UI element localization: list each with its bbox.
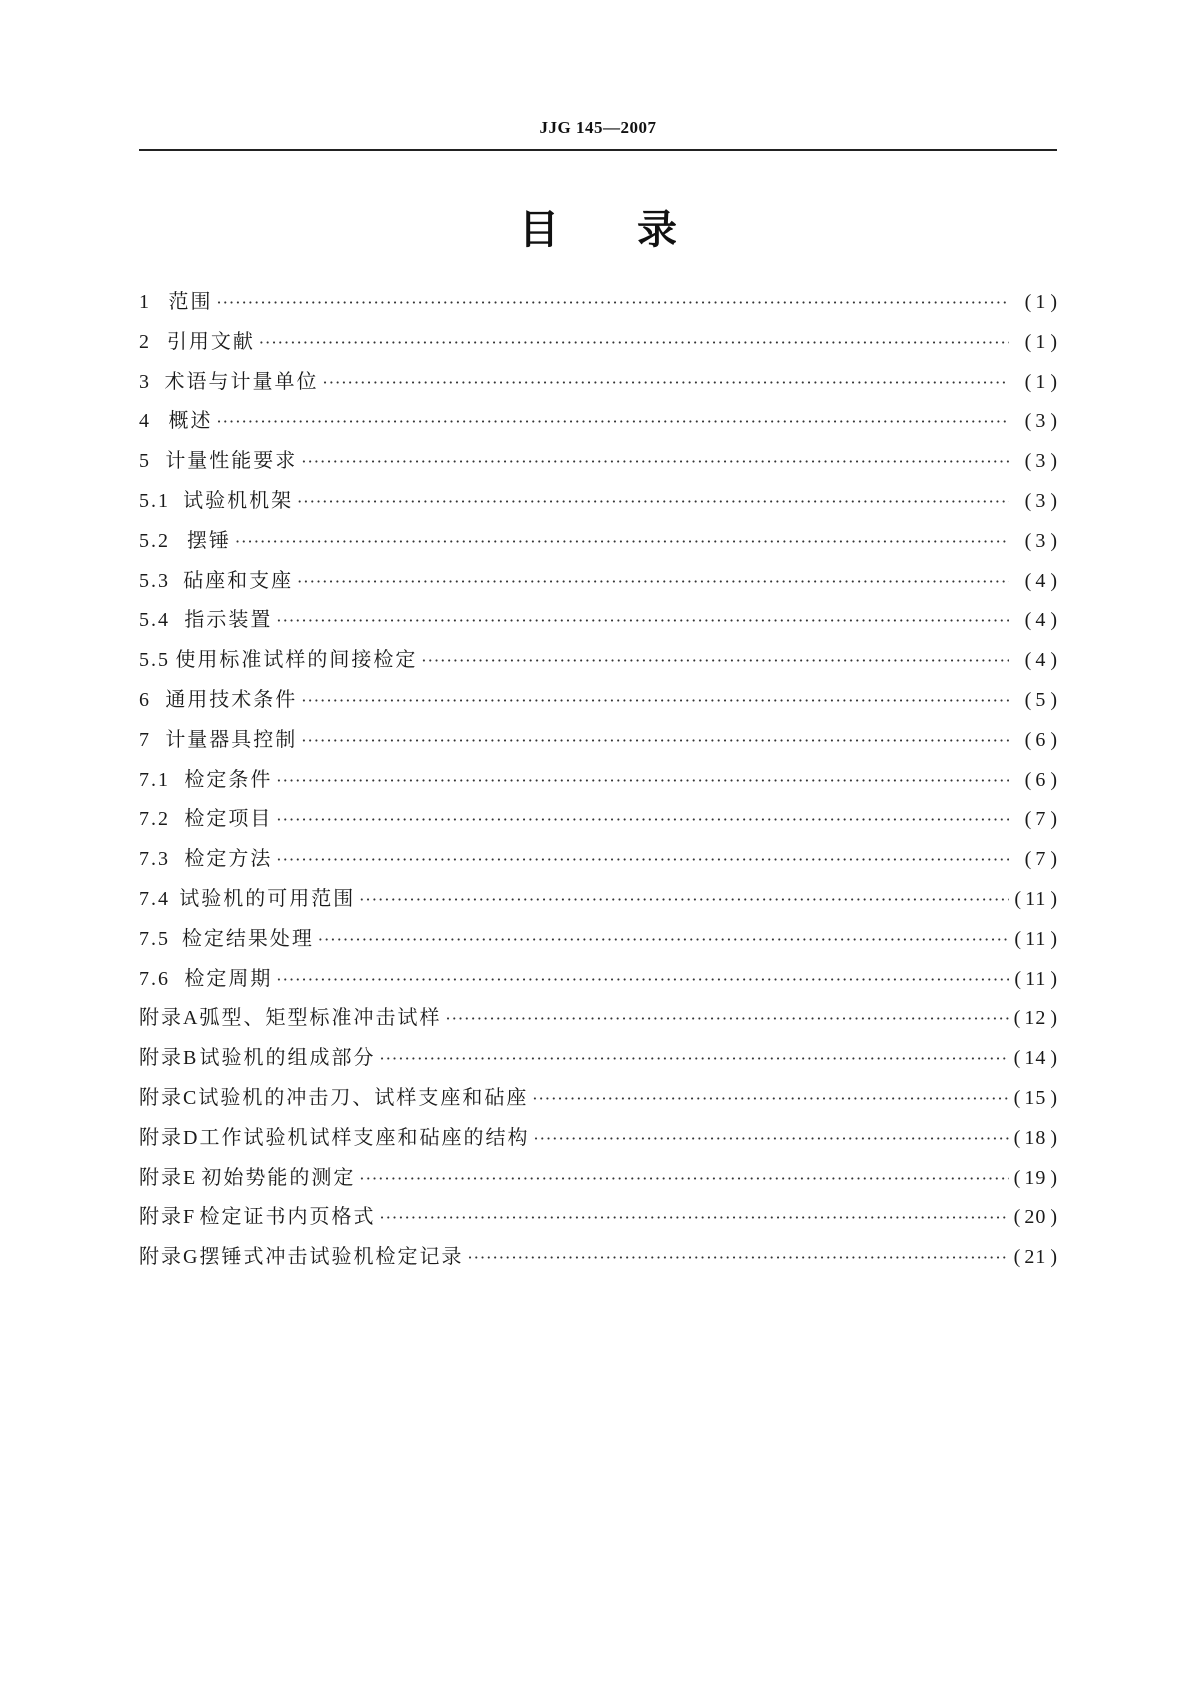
- toc-entry-number: 5: [139, 450, 151, 473]
- page-number: 5: [1035, 688, 1047, 711]
- dot-leader: [379, 1208, 1009, 1227]
- close-paren: ): [1050, 450, 1057, 473]
- toc-entry-number: 7.5: [139, 927, 170, 950]
- open-paren: (: [1024, 489, 1032, 512]
- toc-entry-title: 检定结果处理: [181, 925, 314, 950]
- dot-leader: [301, 731, 1009, 750]
- page-number: 20: [1024, 1206, 1047, 1229]
- toc-entry[interactable]: [139, 365, 1057, 405]
- toc-entry-title: 检定项目: [184, 806, 273, 831]
- toc-entry[interactable]: [139, 285, 1057, 325]
- toc-entry-title: 使用标准试样的间接检定: [175, 647, 418, 672]
- toc-entry-number: 5.2: [139, 529, 170, 552]
- dot-leader: [379, 1049, 1009, 1068]
- toc-entry-number: 附录G: [139, 1246, 200, 1269]
- page-number: 3: [1035, 410, 1047, 433]
- toc-entry-page: [1013, 1007, 1057, 1030]
- page-number: 12: [1024, 1007, 1047, 1030]
- close-paren: ): [1050, 569, 1057, 592]
- open-paren: (: [1013, 1166, 1021, 1189]
- toc-entry[interactable]: [139, 1081, 1057, 1121]
- open-paren: (: [1024, 370, 1032, 393]
- close-paren: ): [1050, 1166, 1057, 1189]
- page-number: 6: [1035, 728, 1047, 751]
- dot-leader: [532, 1089, 1009, 1108]
- dot-leader: [276, 810, 1009, 829]
- dot-leader: [318, 930, 1009, 949]
- toc-entry[interactable]: [139, 802, 1057, 842]
- page-number: 1: [1035, 291, 1047, 313]
- close-paren: ): [1050, 967, 1057, 990]
- page-number: 11: [1025, 927, 1047, 950]
- toc-entry[interactable]: [139, 603, 1057, 643]
- toc-entry-number: 附录B: [139, 1047, 199, 1070]
- open-paren: (: [1013, 1206, 1021, 1229]
- toc-entry-page: [1013, 968, 1057, 991]
- toc-entry-number: 3: [139, 370, 151, 393]
- table-of-contents: [139, 285, 1057, 1280]
- page-number: 3: [1035, 489, 1047, 512]
- close-paren: ): [1050, 1206, 1057, 1229]
- close-paren: ): [1050, 927, 1057, 950]
- toc-entry[interactable]: [139, 842, 1057, 882]
- toc-entry[interactable]: [139, 1121, 1057, 1161]
- toc-entry[interactable]: [139, 962, 1057, 1002]
- toc-entry-page: [1013, 609, 1057, 632]
- open-paren: (: [1024, 688, 1032, 711]
- dot-leader: [359, 1169, 1009, 1188]
- close-paren: ): [1050, 370, 1057, 393]
- page-number: 19: [1024, 1166, 1047, 1189]
- toc-entry-title: 试验机的可用范围: [179, 885, 356, 910]
- toc-entry-number: 7.6: [139, 967, 170, 990]
- toc-entry-number: 7: [139, 728, 151, 751]
- close-paren: ): [1050, 330, 1057, 353]
- dot-leader: [276, 970, 1009, 989]
- close-paren: ): [1050, 688, 1057, 711]
- page-number: 6: [1035, 768, 1047, 791]
- open-paren: (: [1013, 1047, 1021, 1070]
- toc-entry-title: 术语与计量单位: [164, 368, 319, 393]
- page-number: 18: [1024, 1126, 1047, 1149]
- close-paren: ): [1050, 1086, 1057, 1109]
- open-paren: (: [1013, 1246, 1021, 1269]
- close-paren: ): [1050, 768, 1057, 791]
- toc-entry-number: 1: [139, 291, 151, 313]
- toc-entry-number: 5.5: [139, 649, 170, 672]
- toc-entry-number: 7.2: [139, 808, 170, 831]
- page-number: 15: [1024, 1086, 1047, 1109]
- toc-entry-number: 7.1: [139, 768, 170, 791]
- toc-entry-number: 2: [139, 330, 151, 353]
- toc-entry-title: 概述: [168, 408, 213, 433]
- page-number: 3: [1035, 529, 1047, 552]
- open-paren: (: [1013, 1007, 1021, 1030]
- dot-leader: [276, 850, 1009, 869]
- open-paren: (: [1024, 649, 1032, 672]
- close-paren: ): [1050, 887, 1057, 910]
- dot-leader: [276, 771, 1009, 790]
- toc-entry-title: 摆锤式冲击试验机检定记录: [199, 1244, 464, 1269]
- toc-entry-number: 5.1: [139, 489, 170, 512]
- toc-entry-page: [1013, 729, 1057, 752]
- dot-leader: [297, 492, 1009, 511]
- toc-entry-page: [1013, 490, 1057, 513]
- page-number: 7: [1035, 808, 1047, 831]
- toc-entry-page: [1013, 1047, 1057, 1070]
- open-paren: (: [1013, 1126, 1021, 1149]
- toc-entry[interactable]: [139, 922, 1057, 962]
- toc-entry-title: 弧型、矩型标准冲击试样: [199, 1005, 442, 1030]
- toc-entry[interactable]: [139, 1240, 1057, 1280]
- close-paren: ): [1050, 1126, 1057, 1149]
- toc-entry-page: [1013, 1127, 1057, 1150]
- open-paren: (: [1024, 609, 1032, 632]
- toc-entry-title: 计量器具控制: [165, 726, 298, 751]
- toc-entry-title: 检定证书内页格式: [199, 1204, 376, 1229]
- open-paren: (: [1024, 291, 1032, 313]
- toc-entry-title: 试验机的组成部分: [199, 1045, 376, 1070]
- toc-entry-number: 7.3: [139, 848, 170, 871]
- toc-entry-number: 附录E: [139, 1166, 198, 1189]
- toc-entry-page: [1013, 689, 1057, 712]
- page-number: 21: [1024, 1246, 1047, 1269]
- toc-entry-title: 初始势能的测定: [201, 1164, 356, 1189]
- toc-entry[interactable]: [139, 1200, 1057, 1240]
- toc-entry-page: [1013, 570, 1057, 593]
- open-paren: (: [1024, 330, 1032, 353]
- close-paren: ): [1050, 529, 1057, 552]
- toc-entry-title: 试验机的冲击刀、试样支座和砧座: [198, 1084, 529, 1109]
- page-number: 1: [1035, 370, 1047, 393]
- page-number: 14: [1024, 1047, 1047, 1070]
- dot-leader: [216, 293, 1009, 312]
- open-paren: (: [1013, 1086, 1021, 1109]
- toc-entry-title: 检定周期: [184, 965, 273, 990]
- toc-entry[interactable]: [139, 643, 1057, 683]
- toc-entry-page: [1013, 530, 1057, 553]
- dot-leader: [323, 373, 1009, 392]
- dot-leader: [301, 452, 1009, 471]
- open-paren: (: [1024, 848, 1032, 871]
- close-paren: ): [1050, 410, 1057, 433]
- close-paren: ): [1050, 808, 1057, 831]
- dot-leader: [235, 532, 1009, 551]
- toc-entry-title: 指示装置: [184, 607, 273, 632]
- dot-leader: [301, 691, 1009, 710]
- toc-entry-page: [1013, 1206, 1057, 1229]
- toc-entry-page: [1013, 450, 1057, 473]
- open-paren: (: [1014, 967, 1022, 990]
- dot-leader: [259, 333, 1009, 352]
- toc-entry-title: 试验机机架: [183, 487, 294, 512]
- toc-entry-number: 附录F: [139, 1206, 197, 1229]
- dot-leader: [467, 1248, 1009, 1267]
- toc-entry-page: [1013, 649, 1057, 672]
- toc-entry[interactable]: [139, 723, 1057, 763]
- page-number: 11: [1025, 967, 1047, 990]
- toc-entry-number: 7.4: [139, 887, 170, 910]
- close-paren: ): [1050, 489, 1057, 512]
- close-paren: ): [1050, 649, 1057, 672]
- toc-entry[interactable]: [139, 524, 1057, 564]
- toc-entry-number: 6: [139, 688, 151, 711]
- dot-leader: [297, 572, 1009, 591]
- dot-leader: [276, 611, 1009, 630]
- toc-entry[interactable]: [139, 763, 1057, 803]
- toc-entry[interactable]: [139, 683, 1057, 723]
- toc-entry-title: 工作试验机试样支座和砧座的结构: [199, 1124, 530, 1149]
- toc-entry-page: [1013, 1087, 1057, 1110]
- close-paren: ): [1050, 1246, 1057, 1269]
- toc-entry-title: 计量性能要求: [165, 448, 298, 473]
- open-paren: (: [1014, 927, 1022, 950]
- toc-entry-page: [1013, 808, 1057, 831]
- close-paren: ): [1050, 291, 1057, 313]
- dot-leader: [359, 890, 1009, 909]
- toc-entry-page: [1013, 928, 1057, 951]
- header-divider: [139, 149, 1057, 151]
- toc-entry-title: 检定方法: [184, 846, 273, 871]
- toc-entry-title: 砧座和支座: [183, 567, 294, 592]
- toc-entry-page: [1013, 291, 1057, 314]
- close-paren: ): [1050, 609, 1057, 632]
- toc-entry-title: 摆锤: [186, 527, 231, 552]
- standard-code-header: JJG 145—2007: [539, 118, 657, 137]
- toc-entry-page: [1013, 769, 1057, 792]
- open-paren: (: [1024, 808, 1032, 831]
- open-paren: (: [1024, 569, 1032, 592]
- close-paren: ): [1050, 848, 1057, 871]
- open-paren: (: [1024, 768, 1032, 791]
- open-paren: (: [1024, 450, 1032, 473]
- page-number: 4: [1035, 569, 1047, 592]
- open-paren: (: [1024, 410, 1032, 433]
- toc-entry-page: [1013, 371, 1057, 394]
- toc-entry-number: 附录C: [139, 1086, 199, 1109]
- toc-entry[interactable]: [139, 1161, 1057, 1201]
- toc-entry-page: [1013, 1246, 1057, 1269]
- dot-leader: [445, 1009, 1009, 1028]
- toc-entry-number: 4: [139, 410, 151, 433]
- open-paren: (: [1014, 887, 1022, 910]
- toc-entry-page: [1013, 888, 1057, 911]
- toc-entry[interactable]: [139, 1041, 1057, 1081]
- page-number: 3: [1035, 450, 1047, 473]
- toc-entry-page: [1013, 1167, 1057, 1190]
- page-number: 11: [1025, 887, 1047, 910]
- toc-entry[interactable]: [139, 882, 1057, 922]
- toc-entry-page: [1013, 410, 1057, 433]
- page-number: 4: [1035, 609, 1047, 632]
- toc-entry-number: 5.4: [139, 609, 170, 632]
- toc-entry[interactable]: [139, 1001, 1057, 1041]
- toc-entry-page: [1013, 848, 1057, 871]
- toc-entry-title: 范围: [168, 289, 213, 313]
- page-number: 7: [1035, 848, 1047, 871]
- toc-entry-number: 附录D: [139, 1126, 200, 1149]
- toc-entry-title: 检定条件: [184, 766, 273, 791]
- toc-entry[interactable]: [139, 404, 1057, 444]
- toc-entry[interactable]: [139, 325, 1057, 365]
- toc-entry-page: [1013, 331, 1057, 354]
- toc-entry-number: 附录A: [139, 1007, 200, 1030]
- page-number: 4: [1035, 649, 1047, 672]
- page-number: 1: [1035, 330, 1047, 353]
- close-paren: ): [1050, 1047, 1057, 1070]
- page-title: 目录: [519, 207, 755, 253]
- toc-entry-title: 引用文献: [166, 328, 255, 353]
- dot-leader: [421, 651, 1009, 670]
- open-paren: (: [1024, 529, 1032, 552]
- toc-entry-title: 通用技术条件: [165, 686, 298, 711]
- close-paren: ): [1050, 1007, 1057, 1030]
- dot-leader: [533, 1129, 1009, 1148]
- toc-entry-number: 5.3: [139, 569, 170, 592]
- toc-entry[interactable]: [139, 484, 1057, 524]
- open-paren: (: [1024, 728, 1032, 751]
- toc-entry[interactable]: [139, 564, 1057, 604]
- toc-entry[interactable]: [139, 444, 1057, 484]
- dot-leader: [216, 412, 1009, 431]
- close-paren: ): [1050, 728, 1057, 751]
